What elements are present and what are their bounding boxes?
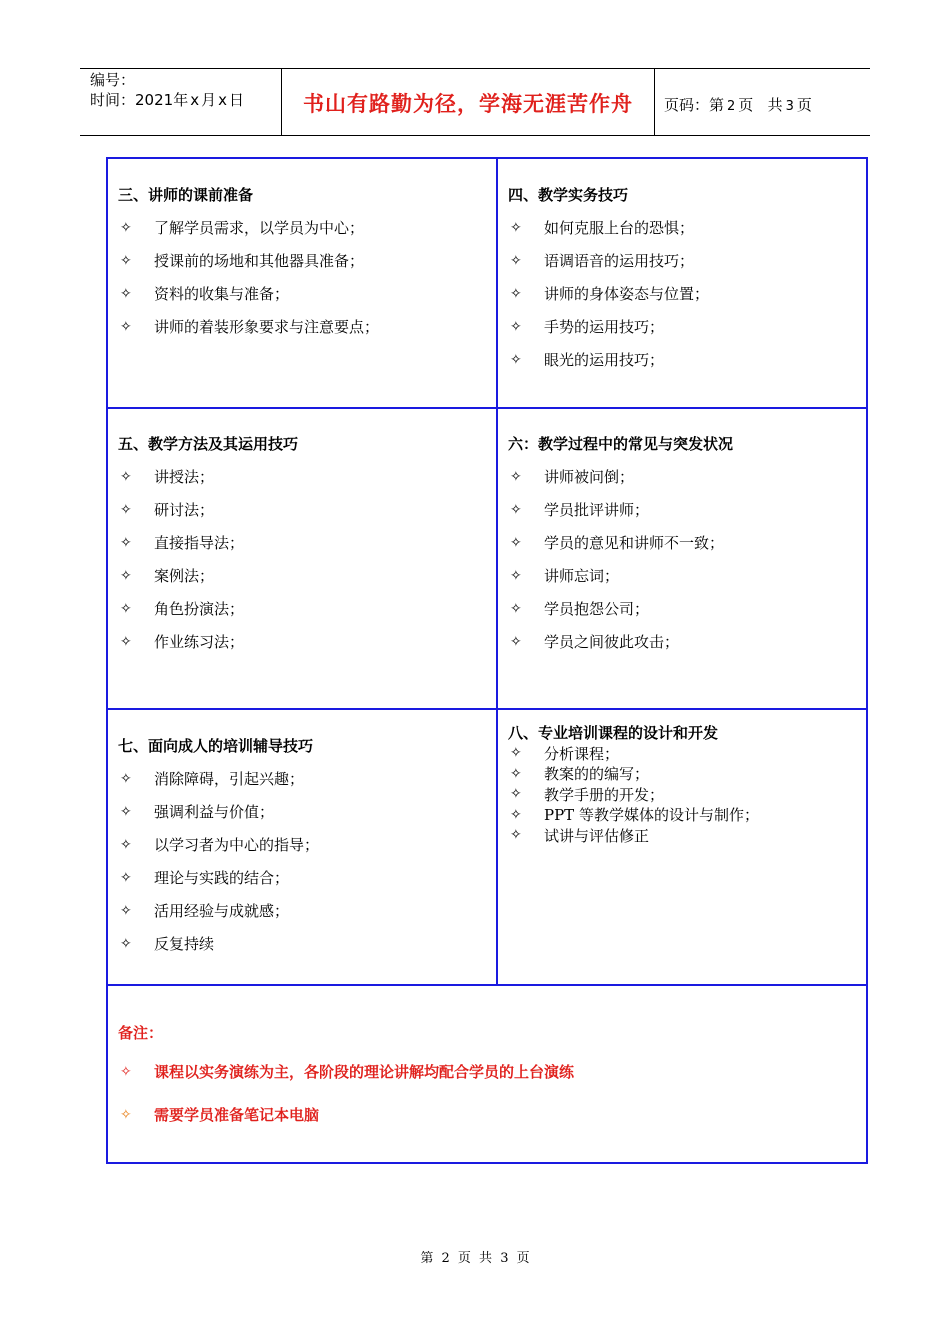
notes-title: 备注： bbox=[118, 1024, 164, 1042]
diamond-bullet-icon: ✧ bbox=[510, 600, 522, 617]
diamond-bullet-icon: ✧ bbox=[120, 1106, 132, 1123]
date-line bbox=[90, 90, 244, 110]
section-8 bbox=[508, 722, 759, 846]
diamond-bullet-icon: ✧ bbox=[510, 252, 522, 269]
list-item: ✧ 试讲与评估修正 bbox=[510, 826, 650, 845]
diamond-bullet-icon: ✧ bbox=[510, 633, 522, 650]
list-item: ✧ 讲师忘词； bbox=[510, 567, 620, 585]
diamond-bullet-icon: ✧ bbox=[510, 567, 522, 584]
header-motto: 书山有路勤为径，学海无涯苦作舟 bbox=[303, 92, 633, 116]
diamond-bullet-icon: ✧ bbox=[510, 285, 522, 302]
section-4-title: 四、教学实务技巧 bbox=[508, 186, 629, 204]
date-year-char: 年 bbox=[173, 91, 189, 109]
diamond-bullet-icon: ✧ bbox=[120, 600, 132, 617]
diamond-bullet-icon: ✧ bbox=[120, 468, 132, 485]
list-item: ✧ 研讨法； bbox=[120, 501, 215, 519]
diamond-bullet-icon: ✧ bbox=[120, 567, 132, 584]
diamond-bullet-icon: ✧ bbox=[120, 902, 132, 919]
diamond-bullet-icon: ✧ bbox=[510, 219, 522, 236]
column-divider bbox=[496, 159, 498, 985]
header-bottom-rule bbox=[80, 135, 870, 136]
list-item: ✧ 讲师的着装形象要求与注意要点； bbox=[120, 318, 380, 336]
list-item: ✧ 学员批评讲师； bbox=[510, 501, 650, 519]
header-meta bbox=[90, 70, 244, 110]
list-item: ✧ 讲师被问倒； bbox=[510, 468, 635, 486]
date-month-char: 月 bbox=[201, 91, 217, 109]
diamond-bullet-icon: ✧ bbox=[510, 827, 522, 844]
list-item: ✧ 如何克服上台的恐惧； bbox=[510, 219, 695, 237]
note-item: ✧ 需要学员准备笔记本电脑 bbox=[120, 1106, 320, 1124]
section-6-title: 六：教学过程中的常见与突发状况 bbox=[508, 435, 734, 453]
section-8-list bbox=[508, 743, 759, 846]
diamond-bullet-icon: ✧ bbox=[120, 803, 132, 820]
section-7 bbox=[118, 735, 319, 960]
header-divider-2 bbox=[654, 68, 655, 136]
list-item: ✧ 教案的的编写； bbox=[510, 765, 650, 784]
section-3-list bbox=[118, 211, 379, 343]
list-item: ✧ 消除障碍，引起兴趣； bbox=[120, 770, 305, 788]
diamond-bullet-icon: ✧ bbox=[510, 745, 522, 762]
list-item: ✧ 教学手册的开发； bbox=[510, 785, 665, 804]
date-day-char: 日 bbox=[229, 91, 245, 109]
diamond-bullet-icon: ✧ bbox=[510, 468, 522, 485]
list-item: ✧ 手势的运用技巧； bbox=[510, 318, 665, 336]
list-item: ✧ 资料的收集与准备； bbox=[120, 285, 290, 303]
row-divider-2 bbox=[108, 708, 866, 710]
diamond-bullet-icon: ✧ bbox=[120, 285, 132, 302]
diamond-bullet-icon: ✧ bbox=[120, 219, 132, 236]
list-item: ✧ 讲师的身体姿态与位置； bbox=[510, 285, 710, 303]
page-mid: 页 共 bbox=[738, 96, 783, 114]
page-prefix: 页码：第 bbox=[664, 96, 725, 114]
list-item: ✧ PPT 等教学媒体的设计与制作； bbox=[510, 806, 759, 825]
list-item: ✧ 以学习者为中心的指导； bbox=[120, 836, 320, 854]
list-item: ✧ 角色扮演法； bbox=[120, 600, 245, 618]
section-5 bbox=[118, 433, 298, 658]
page-current: 2 bbox=[727, 99, 736, 114]
section-5-list bbox=[118, 460, 298, 658]
page-suffix: 页 bbox=[796, 96, 812, 114]
diamond-bullet-icon: ✧ bbox=[510, 765, 522, 782]
section-3-title: 三、讲师的课前准备 bbox=[118, 186, 254, 204]
list-item: ✧ 强调利益与价值； bbox=[120, 803, 275, 821]
diamond-bullet-icon: ✧ bbox=[120, 1063, 132, 1080]
diamond-bullet-icon: ✧ bbox=[510, 318, 522, 335]
list-item: ✧ 理论与实践的结合； bbox=[120, 869, 290, 887]
diamond-bullet-icon: ✧ bbox=[510, 534, 522, 551]
list-item: ✧ 眼光的运用技巧； bbox=[510, 351, 665, 369]
diamond-bullet-icon: ✧ bbox=[120, 869, 132, 886]
list-item: ✧ 授课前的场地和其他器具准备； bbox=[120, 252, 365, 270]
section-7-title: 七、面向成人的培训辅导技巧 bbox=[118, 737, 314, 755]
list-item: ✧ 活用经验与成就感； bbox=[120, 902, 290, 920]
date-day-placeholder: x bbox=[218, 91, 228, 109]
diamond-bullet-icon: ✧ bbox=[120, 318, 132, 335]
row-divider-1 bbox=[108, 407, 866, 409]
row-divider-3 bbox=[108, 984, 866, 986]
diamond-bullet-icon: ✧ bbox=[120, 633, 132, 650]
list-item: ✧ 讲授法； bbox=[120, 468, 215, 486]
diamond-bullet-icon: ✧ bbox=[510, 786, 522, 803]
date-label: 时间： bbox=[90, 91, 136, 109]
page-footer: 第 2 页 共 3 页 bbox=[420, 1251, 530, 1266]
diamond-bullet-icon: ✧ bbox=[120, 836, 132, 853]
list-item: ✧ 分析课程； bbox=[510, 744, 620, 763]
section-6 bbox=[508, 433, 733, 658]
list-item: ✧ 学员之间彼此攻击； bbox=[510, 633, 680, 651]
section-8-title: 八、专业培训课程的设计和开发 bbox=[508, 724, 719, 742]
date-year: 2021 bbox=[135, 91, 174, 109]
list-item: ✧ 了解学员需求，以学员为中心； bbox=[120, 219, 365, 237]
diamond-bullet-icon: ✧ bbox=[120, 252, 132, 269]
list-item: ✧ 学员抱怨公司； bbox=[510, 600, 650, 618]
list-item: ✧ 作业练习法； bbox=[120, 633, 245, 651]
section-3 bbox=[118, 184, 379, 343]
diamond-bullet-icon: ✧ bbox=[510, 806, 522, 823]
section-6-list bbox=[508, 460, 733, 658]
diamond-bullet-icon: ✧ bbox=[120, 501, 132, 518]
list-item: ✧ 反复持续 bbox=[120, 935, 215, 953]
page-total: 3 bbox=[785, 99, 794, 114]
number-label: 编号： bbox=[90, 71, 136, 89]
diamond-bullet-icon: ✧ bbox=[120, 534, 132, 551]
section-5-title: 五、教学方法及其运用技巧 bbox=[118, 435, 299, 453]
diamond-bullet-icon: ✧ bbox=[510, 351, 522, 368]
section-4-list bbox=[508, 211, 709, 376]
header-page-indicator bbox=[664, 94, 812, 115]
diamond-bullet-icon: ✧ bbox=[120, 770, 132, 787]
list-item: ✧ 语调语音的运用技巧； bbox=[510, 252, 695, 270]
section-4 bbox=[508, 184, 709, 376]
list-item: ✧ 学员的意见和讲师不一致； bbox=[510, 534, 725, 552]
diamond-bullet-icon: ✧ bbox=[510, 501, 522, 518]
header-top-rule bbox=[80, 68, 870, 69]
section-7-list bbox=[118, 762, 319, 960]
list-item: ✧ 案例法； bbox=[120, 567, 215, 585]
list-item: ✧ 直接指导法； bbox=[120, 534, 245, 552]
course-outline-table bbox=[106, 157, 868, 1164]
diamond-bullet-icon: ✧ bbox=[120, 935, 132, 952]
date-month-placeholder: x bbox=[190, 91, 200, 109]
note-item: ✧ 课程以实务演练为主，各阶段的理论讲解均配合学员的上台演练 bbox=[120, 1063, 575, 1081]
